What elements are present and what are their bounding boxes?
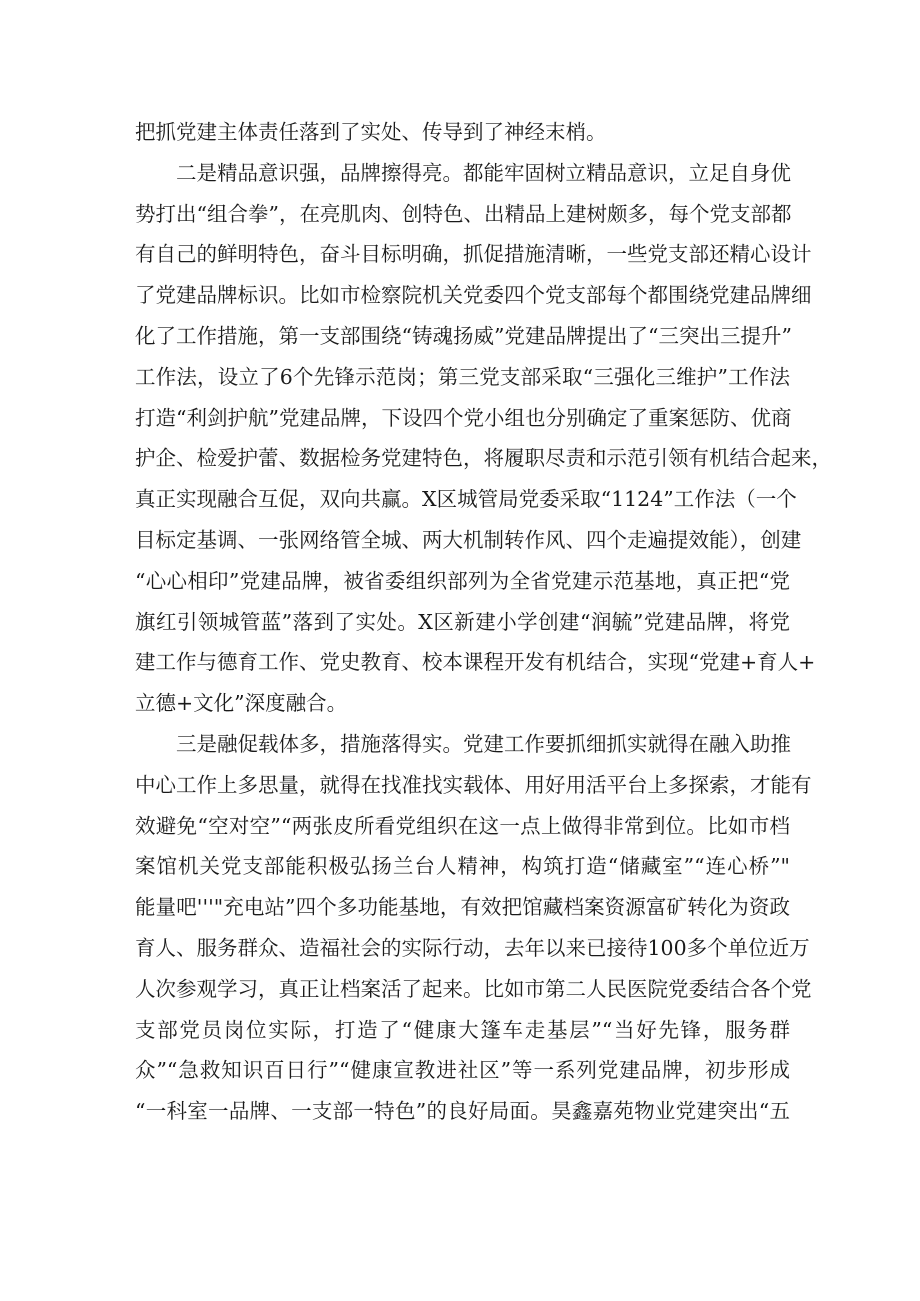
text-line: “一科室一品牌、一支部一特色”的良好局面。昊鑫嘉苑物业党建突出“五 [135, 1099, 790, 1124]
text-line: 目标定基调、一张网络管全城、两大机制转作风、四个走遍提效能），创建 [135, 527, 802, 552]
text-line: 育人、服务群众、造福社会的实际行动，去年以来已接待100多个单位近万 [135, 935, 810, 960]
text-line: 打造“利剑护航”党建品牌，下设四个党小组也分别确定了重案惩防、优商 [135, 405, 792, 430]
text-line: 把抓党建主体责任落到了实处、传导到了神经末梢。 [135, 120, 607, 144]
text-line: 支部党员岗位实际，打造了“健康大篷车走基层”“当好先锋，服务群 [135, 1017, 790, 1042]
text-line: 人次参观学习，真正让档案活了起来。比如市第二人民医院党委结合各个党 [135, 976, 812, 1001]
text-line: 护企、检爱护蕾、数据检务党建特色，将履职尽责和示范引领有机结合起来， [135, 446, 832, 471]
document-body [135, 112, 832, 1132]
text-line: 化了工作措施，第一支部围绕“铸魂扬威”党建品牌提出了“三突出三提升” [135, 323, 792, 348]
paragraph [135, 112, 790, 153]
text-line: 效避免“空对空”“两张皮所看党组织在这一点上做得非常到位。比如市档 [135, 813, 790, 838]
text-line: 三是融促载体多，措施落得实。党建工作要抓细抓实就得在融入助推 [176, 731, 791, 756]
paragraph [135, 724, 812, 1132]
text-line: “心心相印”党建品牌，被省委组织部列为全省党建示范基地，真正把“党 [135, 568, 790, 593]
text-line: 众”“急救知识百日行”“健康宣教进社区”等一系列党建品牌，初步形成 [135, 1058, 790, 1083]
paragraph [135, 153, 832, 724]
text-line: 中心工作上多思量，就得在找准找实载体、用好用活平台上多探索，才能有 [135, 772, 812, 797]
text-line: 建工作与德育工作、党史教育、校本课程开发有机结合，实现“党建+育人+ [135, 650, 816, 675]
text-line: 有自己的鲜明特色，奋斗目标明确，抓促措施清晰，一些党支部还精心设计 [135, 242, 812, 267]
text-line: 真正实现融合互促，双向共赢。X区城管局党委采取“1124”工作法（一个 [135, 487, 797, 512]
text-line: 立德+文化”深度融合。 [135, 691, 348, 716]
text-line: 二是精品意识强，品牌擦得亮。都能牢固树立精品意识，立足自身优 [176, 160, 791, 185]
text-line: 能量吧'''"充电站”四个多功能基地，有效把馆藏档案资源富矿转化为资政 [135, 895, 790, 920]
text-line: 势打出“组合拳”，在亮肌肉、创特色、出精品上建树颇多，每个党支部都 [135, 201, 792, 226]
text-line: 案馆机关党支部能积极弘扬兰台人精神，构筑打造“储藏室”“连心桥”" [135, 854, 790, 879]
text-line: 旗红引领城管蓝”落到了实处。X区新建小学创建“润毓”党建品牌，将党 [135, 609, 790, 634]
text-line: 了党建品牌标识。比如市检察院机关党委四个党支部每个都围绕党建品牌细 [135, 283, 812, 308]
text-line: 工作法，设立了6个先锋示范岗；第三党支部采取“三强化三维护”工作法 [135, 364, 790, 389]
